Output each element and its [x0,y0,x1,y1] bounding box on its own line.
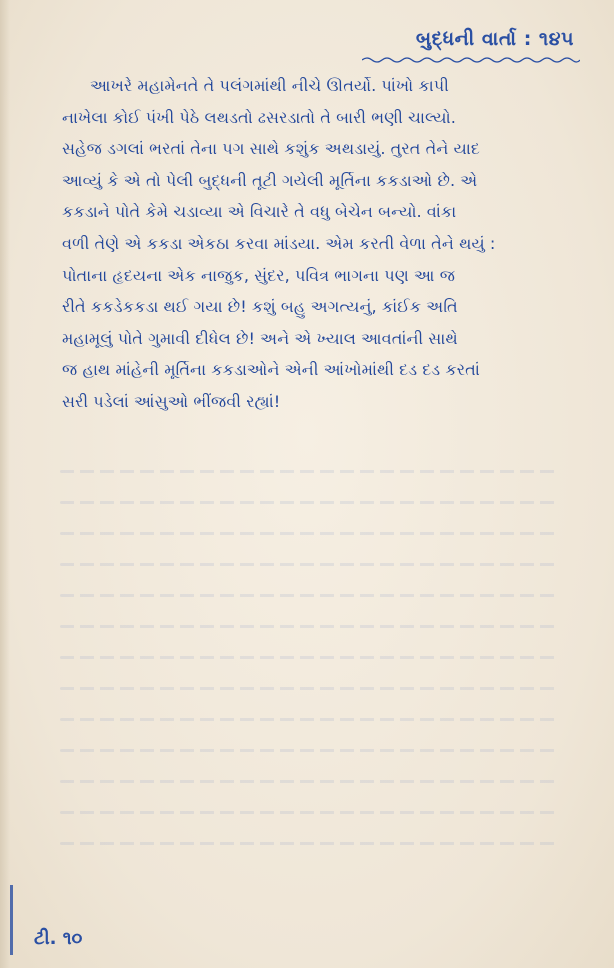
running-head-wavy-rule [362,56,580,64]
body-line: વળી તેણે એ કકડા એકઠા કરવા માંડયા. એમ કરતી વેળા તેને થયું : [62,233,496,253]
body-line: જ હાથ માંહેની મૂર્તિના કકડાઓને એની આંખોમાંથી દડ દડ કરતાં [62,360,480,380]
signature-mark: ટી. ૧૦ [34,928,83,949]
bleed-line [60,780,560,783]
bleed-line [60,687,560,690]
bleed-line [60,718,560,721]
bleed-line [60,470,560,473]
bleed-line [60,842,560,845]
running-head: બુદ્ધની વાર્તા : ૧૪૫ [415,28,574,50]
body-line: આવ્યું કે એ તો પેલી બુદ્ધની તૂટી ગયેલી મૂર્તિના કકડાઓ છે. એ [62,170,478,190]
bleed-line [60,532,560,535]
body-paragraph [62,70,562,418]
body-line: રીતે કકડેકકડા થઈ ગયા છે! કશું બહુ અગત્યનું, કાંઈક અતિ [62,297,458,317]
bleed-line [60,656,560,659]
body-line: નાખેલા કોઈ પંખી પેઠે લથડતો ઢસરડાતો તે બારી ભણી ચાલ્યો. [62,107,456,127]
bleed-line [60,749,560,752]
page-gutter-shadow [0,0,10,968]
margin-bar [10,885,13,955]
body-line: આખરે મહામેનતે તે પલંગમાંથી નીચે ઊતર્યો. પાંખો કાપી [90,76,449,95]
bleed-line [60,594,560,597]
bleed-line [60,811,560,814]
body-line: સરી પડેલાં આંસુઓ ભીંજવી રહ્યાં! [62,391,281,411]
bleed-line [60,501,560,504]
show-through-text-bleed [60,470,560,910]
body-line: સહેજ ડગલાં ભરતાં તેના પગ સાથે કશુંક અથડાયું. તુરત તેને યાદ [62,139,480,159]
body-line: કકડાને પોતે કેમે ચડાવ્યા એ વિચારે તે વધુ બેચેન બન્યો. વાંકા [62,202,457,222]
bleed-line [60,625,560,628]
bleed-line [60,563,560,566]
body-line: પોતાના હૃદયના એક નાજુક, સુંદર, પવિત્ર ભાગના પણ આ જ [62,265,456,285]
body-line: મહામૂલું પોતે ગુમાવી દીધેલ છે! અને એ ખ્યાલ આવતાંની સાથે [62,328,458,348]
